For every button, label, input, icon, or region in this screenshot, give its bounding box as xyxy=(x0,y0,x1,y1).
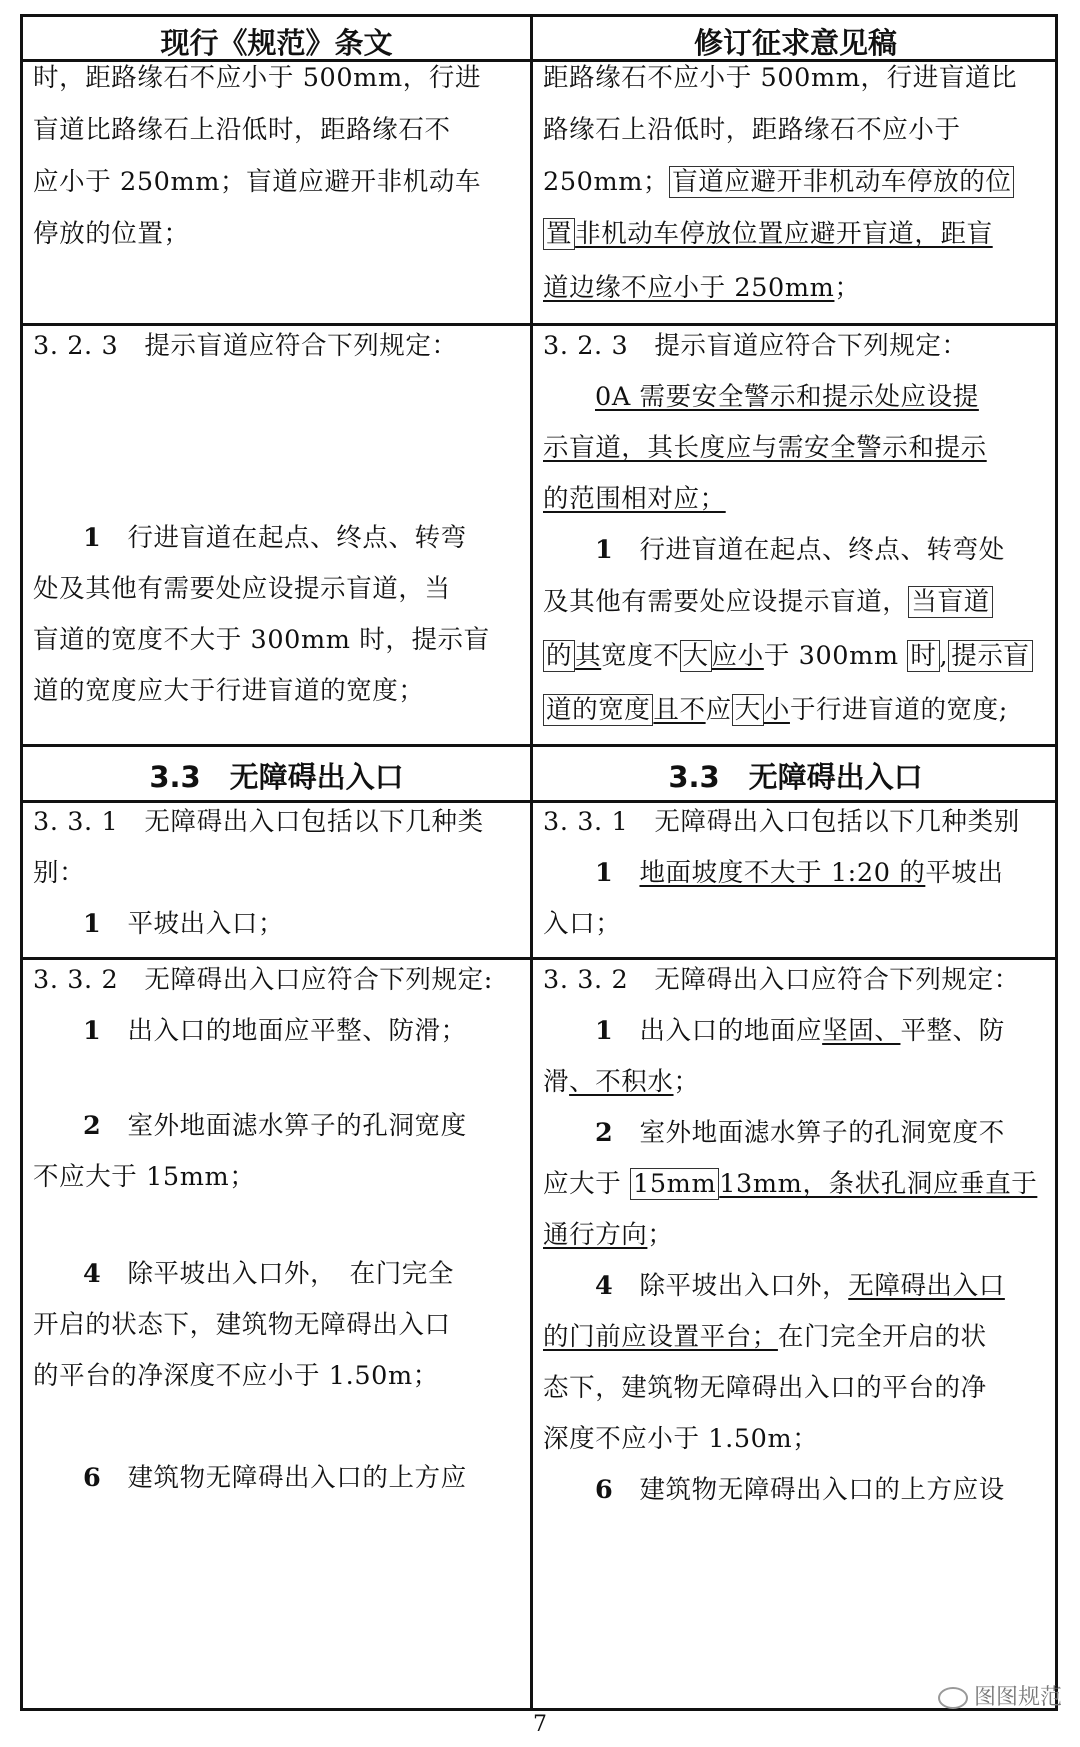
text-line: 1 出入口的地面应坚固、平整、防 xyxy=(595,1016,1005,1046)
text-line xyxy=(543,219,993,249)
text-line xyxy=(595,382,979,412)
text-line: 时，距路缘石不应小于 500mm，行进 xyxy=(33,63,482,93)
text-line: 应小于 250mm；盲道应避开非机动车 xyxy=(33,167,482,197)
text-line xyxy=(543,484,726,514)
clause-heading: 3. 3. 2 无障碍出入口应符合下列规定: xyxy=(33,965,493,995)
text-line: 1 平坡出入口； xyxy=(83,909,285,939)
text-line: 深度不应小于 1.50m； xyxy=(543,1424,819,1454)
text-line: 1 地面坡度不大于 1:20 的平坡出 xyxy=(595,858,1004,888)
text-line: 盲道的宽度不大于 300mm 时，提示盲 xyxy=(33,625,490,655)
deleted-text: 盲道应避开非机动车停放的位 xyxy=(669,166,1014,198)
inserted-text: 13mm，条状孔洞应垂直于 xyxy=(719,1169,1038,1199)
row-divider xyxy=(23,800,1055,803)
text-line: 态下，建筑物无障碍出入口的平台的净 xyxy=(543,1373,987,1403)
text-line: 4 除平坡出入口外，无障碍出入口 xyxy=(595,1271,1005,1301)
inserted-text: 的范围相对应； xyxy=(543,484,726,514)
section-title-right: 3.3 无障碍出入口 xyxy=(668,760,923,794)
text-line: 的平台的净深度不应小于 1.50m； xyxy=(33,1361,439,1391)
text-line: 应大于 15mm 13mm，条状孔洞应垂直于 xyxy=(543,1169,1038,1199)
row-divider xyxy=(23,323,1055,326)
text-line: 路缘石上沿低时，距路缘石不应小于 xyxy=(543,115,961,145)
text-line: 道的宽度应大于行进盲道的宽度； xyxy=(33,676,425,706)
page-number: 7 xyxy=(533,1712,547,1737)
deleted-text: 当盲道 xyxy=(908,586,992,618)
text-line: 1 行进盲道在起点、终点、转弯处 xyxy=(595,535,1005,565)
text-line: 6 建筑物无障碍出入口的上方应 xyxy=(83,1463,467,1493)
text-line: 1 出入口的地面应平整、防滑； xyxy=(83,1016,467,1046)
text-line: 及其他有需要处应设提示盲道， 当盲道 xyxy=(543,587,993,617)
wechat-icon xyxy=(938,1687,968,1709)
text-line: 盲道比路缘石上沿低时，距路缘石不 xyxy=(33,115,451,145)
header-revised-draft: 修订征求意见稿 xyxy=(693,26,897,60)
column-divider xyxy=(530,17,533,1708)
text-line: 道的宽度 且不应 大 小于行进盲道的宽度; xyxy=(543,695,1008,725)
clause-heading: 3. 3. 1 无障碍出入口包括以下几种类 xyxy=(33,807,484,837)
comparison-table xyxy=(20,14,1058,1711)
clause-heading: 3. 2. 3 提示盲道应符合下列规定： xyxy=(543,331,968,361)
inserted-text: 道边缘不应小于 250mm xyxy=(543,273,835,303)
text-line: 道边缘不应小于 250mm； xyxy=(543,273,861,303)
text-line: 别： xyxy=(33,858,86,888)
row-divider xyxy=(23,744,1055,747)
text-line: 250mm； 盲道应避开非机动车停放的位 xyxy=(543,167,1014,197)
text-line: 1 行进盲道在起点、终点、转弯 xyxy=(83,523,467,553)
text-line xyxy=(543,433,987,463)
clause-heading: 3. 2. 3 提示盲道应符合下列规定： xyxy=(33,331,458,361)
text-line: 4 除平坡出入口外， 在门完全 xyxy=(83,1259,454,1289)
text-line: 的 其宽度不 大 应小于 300mm 时 , 提示盲 xyxy=(543,641,1033,671)
row-divider xyxy=(23,957,1055,960)
text-line: 距路缘石不应小于 500mm，行进盲道比 xyxy=(543,63,1018,93)
text-line: 2 室外地面滤水箅子的孔洞宽度不 xyxy=(595,1118,1005,1148)
text-line: 2 室外地面滤水箅子的孔洞宽度 xyxy=(83,1111,467,1141)
clause-heading: 3. 3. 1 无障碍出入口包括以下几种类别 xyxy=(543,807,1020,837)
text-line: 不应大于 15mm； xyxy=(33,1162,256,1192)
deleted-text: 置 xyxy=(543,218,575,250)
text-line: 处及其他有需要处应设提示盲道，当 xyxy=(33,574,451,604)
text-line: 滑、不积水； xyxy=(543,1067,700,1097)
text-line: 通行方向； xyxy=(543,1220,674,1250)
section-title-left: 3.3 无障碍出入口 xyxy=(149,760,404,794)
watermark: 图图规范 xyxy=(938,1680,1062,1711)
text-line: 开启的状态下，建筑物无障碍出入口 xyxy=(33,1310,451,1340)
text-line: 入口； xyxy=(543,909,622,939)
text-line: 停放的位置； xyxy=(33,219,190,249)
text-line: 的门前应设置平台；在门完全开启的状 xyxy=(543,1322,987,1352)
text-line: 6 建筑物无障碍出入口的上方应设 xyxy=(595,1475,1005,1505)
inserted-text: 示盲道，其长度应与需安全警示和提示 xyxy=(543,433,987,463)
inserted-text: 0A 需要安全警示和提示处应设提 xyxy=(595,382,979,412)
inserted-text: 通行方向 xyxy=(543,1220,648,1250)
inserted-text: 地面坡度不大于 1:20 的 xyxy=(639,858,926,888)
deleted-text: 15mm xyxy=(630,1168,719,1200)
header-current-clause: 现行《规范》条文 xyxy=(160,26,393,60)
clause-heading: 3. 3. 2 无障碍出入口应符合下列规定： xyxy=(543,965,1020,995)
inserted-text: 非机动车停放位置应避开盲道，距盲 xyxy=(575,219,993,249)
